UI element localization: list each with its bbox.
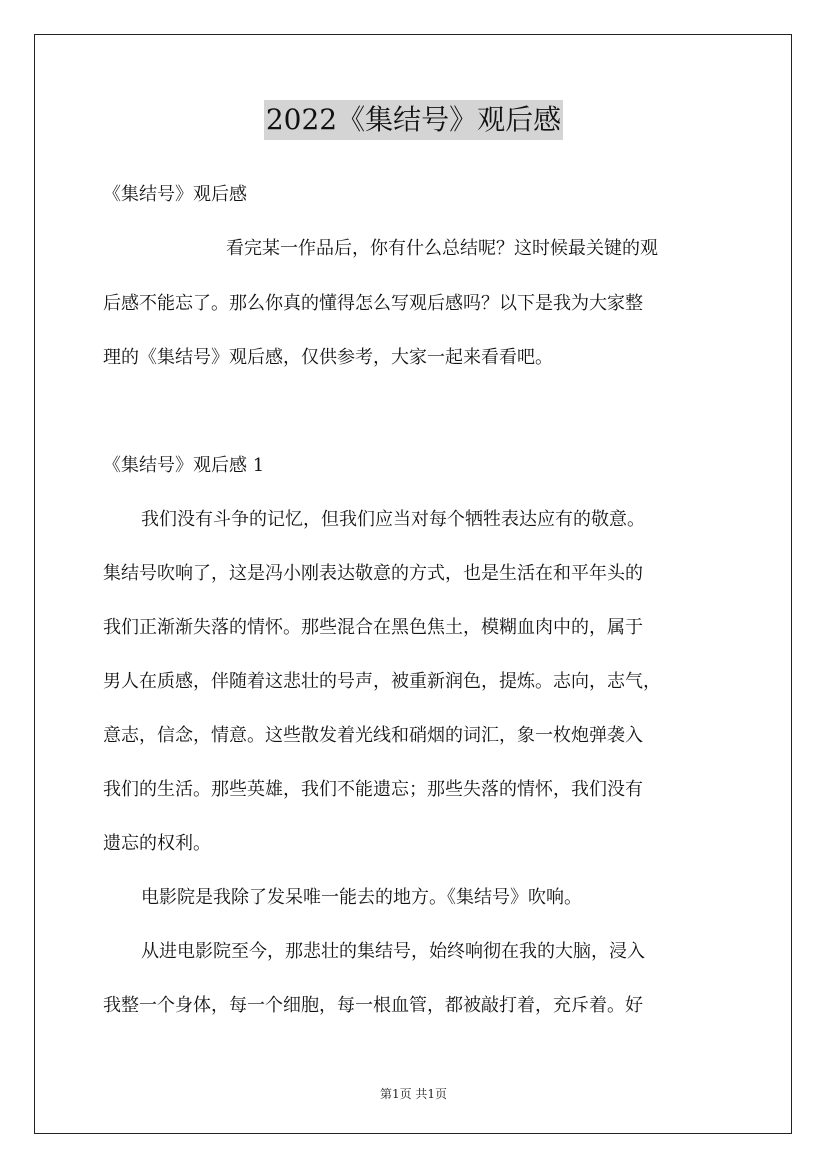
body-line: 我们正渐渐失落的情怀。那些混合在黑色焦土，模糊血肉中的，属于 [103, 617, 643, 638]
page-number-footer: 第1页 共1页 [379, 1087, 448, 1101]
body-line: 电影院是我除了发呆唯一能去的地方。《集结号》吹响。 [141, 887, 582, 908]
intro-line: 理的《集结号》观后感，仅供参考，大家一起来看看吧。 [103, 347, 553, 368]
intro-line: 看完某一作品后，你有什么总结呢？这时候最关键的观 [226, 238, 658, 259]
body-line: 集结号吹响了，这是冯小刚表达敬意的方式，也是生活在和平年头的 [103, 563, 643, 584]
subtitle: 《集结号》观后感 [103, 184, 247, 205]
body-line: 男人在质感，伴随着这悲壮的号声，被重新润色，提炼。志向，志气， [103, 671, 661, 692]
body-line: 意志，信念，情意。这些散发着光线和硝烟的词汇，象一枚炮弹袭入 [103, 725, 643, 746]
intro-line: 后感不能忘了。那么你真的懂得怎么写观后感吗？以下是我为大家整 [103, 293, 643, 314]
body-line: 我整一个身体，每一个细胞，每一根血管，都被敲打着，充斥着。好 [103, 995, 643, 1016]
body-line: 遗忘的权利。 [103, 833, 211, 854]
body-line: 我们的生活。那些英雄，我们不能遗忘；那些失落的情怀，我们没有 [103, 779, 643, 800]
title-container [0, 100, 827, 140]
document-title: 2022《集结号》观后感 [264, 100, 563, 140]
body-line: 从进电影院至今，那悲壮的集结号，始终响彻在我的大脑，浸入 [141, 941, 645, 962]
body-line: 我们没有斗争的记忆，但我们应当对每个牺牲表达应有的敬意。 [141, 509, 645, 530]
section-heading: 《集结号》观后感 1 [103, 455, 265, 476]
